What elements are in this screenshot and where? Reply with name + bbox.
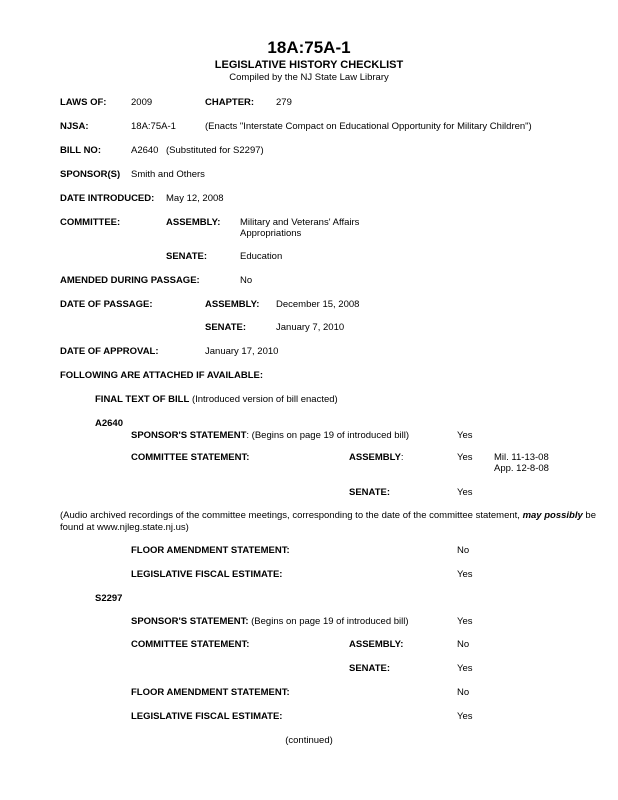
a2640-fiscal-label: LEGISLATIVE FISCAL ESTIMATE: — [131, 569, 283, 580]
bill-no-note: (Substituted for S2297) — [166, 145, 264, 156]
audio-note-text: (Audio archived recordings of the committee meetings, corresponding to the date of the committee statement, — [60, 510, 523, 521]
s2297-floor-value: No — [457, 687, 470, 698]
a2640-floor-value: No — [457, 545, 470, 556]
s2297-committee-label: COMMITTEE STATEMENT: — [131, 639, 250, 650]
approval-label: DATE OF APPROVAL: — [60, 346, 159, 357]
s2297-assembly-label: ASSEMBLY: — [349, 639, 404, 650]
passage-senate-label: SENATE: — [205, 322, 246, 333]
sponsors-label: SPONSOR(S) — [60, 169, 121, 180]
a2640-senate-value: Yes — [457, 487, 473, 498]
s2297-heading: S2297 — [95, 593, 123, 604]
njsa-note: (Enacts "Interstate Compact on Educational Opportunity for Military Children") — [205, 121, 532, 132]
a2640-sponsor-label: SPONSOR'S STATEMENT — [131, 430, 247, 441]
following-heading: FOLLOWING ARE ATTACHED IF AVAILABLE: — [60, 370, 263, 381]
audio-note — [60, 510, 608, 533]
audio-note-emphasis: may possibly — [522, 510, 583, 521]
bill-no-value: A2640 — [131, 145, 159, 156]
final-text-label: FINAL TEXT OF BILL — [95, 394, 190, 405]
committee-label: COMMITTEE: — [60, 217, 121, 228]
a2640-assembly-note1: Mil. 11-13-08 — [494, 452, 549, 463]
bill-no-label: BILL NO: — [60, 145, 101, 156]
a2640-assembly-line — [349, 452, 404, 464]
a2640-committee-label: COMMITTEE STATEMENT: — [131, 452, 250, 463]
njsa-label: NJSA: — [60, 121, 89, 132]
committee-assembly-line2: Appropriations — [240, 228, 302, 239]
s2297-fiscal-value: Yes — [457, 711, 473, 722]
a2640-assembly-value: Yes — [457, 452, 473, 463]
passage-senate-value: January 7, 2010 — [276, 322, 345, 333]
committee-assembly-line1: Military and Veterans' Affairs — [240, 217, 360, 228]
passage-assembly-value: December 15, 2008 — [276, 299, 360, 310]
amended-value: No — [240, 275, 253, 286]
s2297-floor-label: FLOOR AMENDMENT STATEMENT: — [131, 687, 290, 698]
date-introduced-label: DATE INTRODUCED: — [60, 193, 155, 204]
s2297-senate-value: Yes — [457, 663, 473, 674]
njsa-value: 18A:75A-1 — [131, 121, 176, 132]
final-text-line — [95, 394, 338, 406]
passage-assembly-label: ASSEMBLY: — [205, 299, 260, 310]
page-title: 18A:75A-1 — [267, 38, 351, 57]
a2640-heading: A2640 — [95, 418, 123, 429]
final-text-note: (Introduced version of bill enacted) — [191, 394, 338, 405]
amended-label: AMENDED DURING PASSAGE: — [60, 275, 200, 286]
sponsors-value: Smith and Others — [131, 169, 205, 180]
laws-of-label: LAWS OF: — [60, 97, 107, 108]
date-introduced-value: May 12, 2008 — [166, 193, 224, 204]
committee-assembly-label: ASSEMBLY: — [166, 217, 221, 228]
a2640-senate-label: SENATE: — [349, 487, 390, 498]
laws-of-value: 2009 — [131, 97, 153, 108]
chapter-value: 279 — [276, 97, 292, 108]
a2640-assembly-colon: : — [400, 452, 404, 463]
chapter-label: CHAPTER: — [205, 97, 255, 108]
a2640-assembly-label: ASSEMBLY — [349, 452, 401, 463]
s2297-fiscal-label: LEGISLATIVE FISCAL ESTIMATE: — [131, 711, 283, 722]
a2640-sponsor-note: : (Begins on page 19 of introduced bill) — [246, 430, 410, 441]
committee-senate-label: SENATE: — [166, 251, 207, 262]
passage-label: DATE OF PASSAGE: — [60, 299, 153, 310]
a2640-assembly-note2: App. 12-8-08 — [494, 463, 549, 474]
s2297-sponsor-line — [131, 616, 409, 628]
compiled-by: Compiled by the NJ State Law Library — [229, 72, 389, 83]
audio-note-link-text: be found at www.njleg.state.nj.us) — [60, 510, 596, 533]
s2297-senate-label: SENATE: — [349, 663, 390, 674]
continued-note: (continued) — [285, 735, 333, 746]
approval-value: January 17, 2010 — [205, 346, 279, 357]
s2297-sponsor-value: Yes — [457, 616, 473, 627]
s2297-sponsor-note: (Begins on page 19 of introduced bill) — [248, 616, 409, 627]
page-subtitle: LEGISLATIVE HISTORY CHECKLIST — [214, 59, 404, 71]
a2640-fiscal-value: Yes — [457, 569, 473, 580]
s2297-assembly-value: No — [457, 639, 470, 650]
a2640-floor-label: FLOOR AMENDMENT STATEMENT: — [131, 545, 290, 556]
committee-senate-value: Education — [240, 251, 283, 262]
a2640-sponsor-line — [131, 430, 409, 442]
s2297-sponsor-label: SPONSOR'S STATEMENT: — [131, 616, 249, 627]
a2640-sponsor-value: Yes — [457, 430, 473, 441]
